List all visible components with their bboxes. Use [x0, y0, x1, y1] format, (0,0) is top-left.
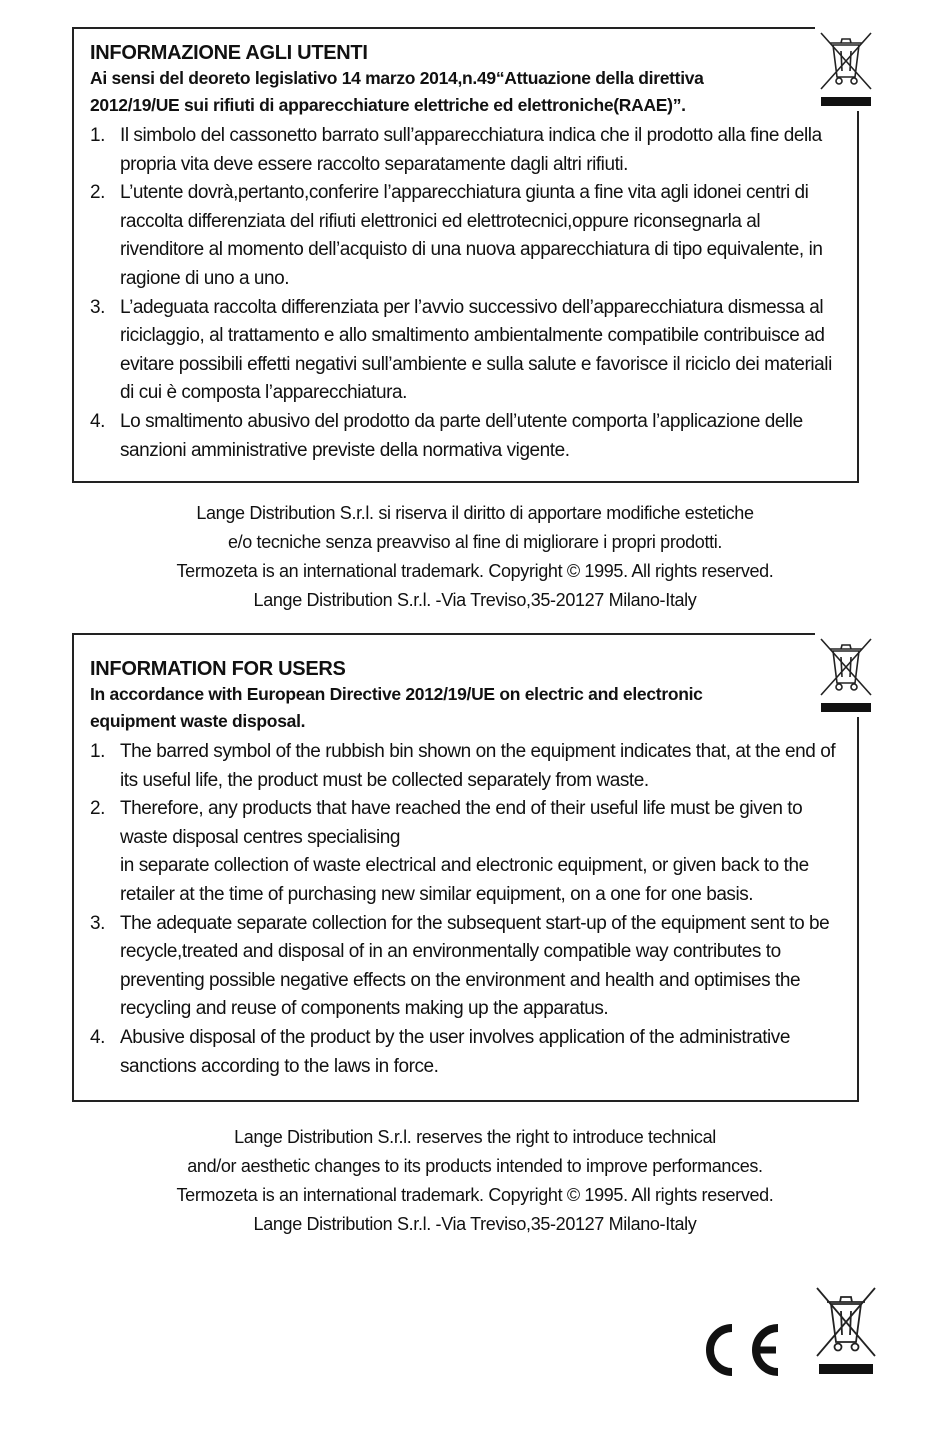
list-item	[90, 1024, 843, 1081]
footer-line: Lange Distribution S.r.l. si riserva il diritto di apportare modifiche estetiche	[196, 503, 754, 523]
english-subtitle: In accordance with European Directive 2012/19/UE on electric and electronic equipment waste disposal.	[90, 684, 703, 731]
english-list	[90, 738, 843, 1081]
footer-line: and/or aesthetic changes to its products intended to improve performances.	[187, 1156, 763, 1176]
crossed-out-bin-icon	[813, 1284, 879, 1385]
item-text: The barred symbol of the rubbish bin shown on the equipment indicates that, at the end of its useful life, the product must be collected separately from waste.	[120, 741, 836, 791]
footer-line: Lange Distribution S.r.l. -Via Treviso,35-20127 Milano-Italy	[253, 1214, 697, 1234]
footer-line: e/o tecniche senza preavviso al fine di migliorare i propri prodotti.	[227, 532, 723, 552]
english-footer	[0, 1123, 950, 1239]
item-text: Therefore, any products that have reached the end of their useful life must be given to waste disposal centres specialising in separate collection of waste electrical and electronic equipment, or given back to the retailer at the time of purchasing new similar equipment, on a one for one basis.	[120, 798, 809, 905]
weee-bin-icon	[815, 633, 877, 717]
italian-info-box	[72, 27, 859, 483]
list-item	[90, 795, 843, 909]
item-text: L’utente dovrà,pertanto,conferire l’apparecchiatura giunta a fine vita agli idonei centri di raccolta differenziata del rifiuti elettronici ed elettrotecnici,oppure riconsegnarla al rivenditore al momento dell’acquisto di una nuova apparecchiatura di tipo equivalente, in ragione di uno a uno.	[120, 182, 823, 289]
weee-bin-icon	[815, 27, 877, 111]
english-info-box	[72, 633, 859, 1102]
item-number: 1.	[90, 741, 105, 762]
list-item	[90, 738, 843, 795]
item-number: 4.	[90, 1026, 105, 1048]
list-item	[90, 122, 843, 179]
italian-list	[90, 122, 843, 465]
list-item	[90, 408, 843, 465]
item-number: 4.	[90, 410, 105, 432]
footer-line: Lange Distribution S.r.l. -Via Treviso,35-20127 Milano-Italy	[253, 590, 697, 610]
item-number: 2.	[90, 798, 105, 820]
item-text: L’adeguata raccolta differenziata per l’avvio successivo dell’apparecchiatura dismessa al riciclaggio, al trattamento e allo smaltimento ambientalmente compatibile contribuisce ad evitare possibili effetti negativi sull’ambiente e sulla salute e favorisce il riciclo dei materiali di cui è composta l’apparecchiatura.	[120, 296, 832, 404]
list-item	[90, 910, 843, 1024]
footer-line: Termozeta is an international trademark. Copyright © 1995. All rights reserved.	[176, 561, 774, 581]
english-title: INFORMATION FOR USERS	[90, 658, 346, 680]
item-text: Lo smaltimento abusivo del prodotto da parte dell’utente comporta l’applicazione delle sanzioni amministrative previste della normativa vigente.	[120, 410, 803, 461]
list-item	[90, 294, 843, 408]
item-number: 3.	[90, 912, 105, 934]
footer-line: Termozeta is an international trademark. Copyright © 1995. All rights reserved.	[176, 1185, 774, 1205]
italian-subtitle: Ai sensi del deoreto legislativo 14 marzo 2014,n.49“Attuazione della direttiva 2012/19/UE sui rifiuti di apparecchiature elettriche ed elettroniche(RAAE)”.	[90, 68, 704, 115]
item-text: Il simbolo del cassonetto barrato sull’apparecchiatura indica che il prodotto alla fine della propria vita deve essere raccolto separatamente dagli altri rifiuti.	[120, 125, 822, 175]
item-number: 3.	[90, 296, 105, 318]
item-number: 2.	[90, 182, 105, 204]
italian-footer	[0, 499, 950, 615]
footer-line: Lange Distribution S.r.l. reserves the right to introduce technical	[234, 1127, 716, 1147]
ce-mark-icon	[692, 1322, 784, 1383]
item-text: Abusive disposal of the product by the user involves application of the administrative sanctions according to the laws in force.	[120, 1026, 790, 1077]
item-text: The adequate separate collection for the subsequent start-up of the equipment sent to be recycle,treated and disposal of in an environmentally compatible way contributes to preventing possible negative effects on the environment and health and optimises the recycling and reuse of components making up the apparatus.	[120, 912, 830, 1020]
list-item	[90, 179, 843, 293]
italian-title: INFORMAZIONE AGLI UTENTI	[90, 42, 368, 64]
item-number: 1.	[90, 125, 105, 146]
